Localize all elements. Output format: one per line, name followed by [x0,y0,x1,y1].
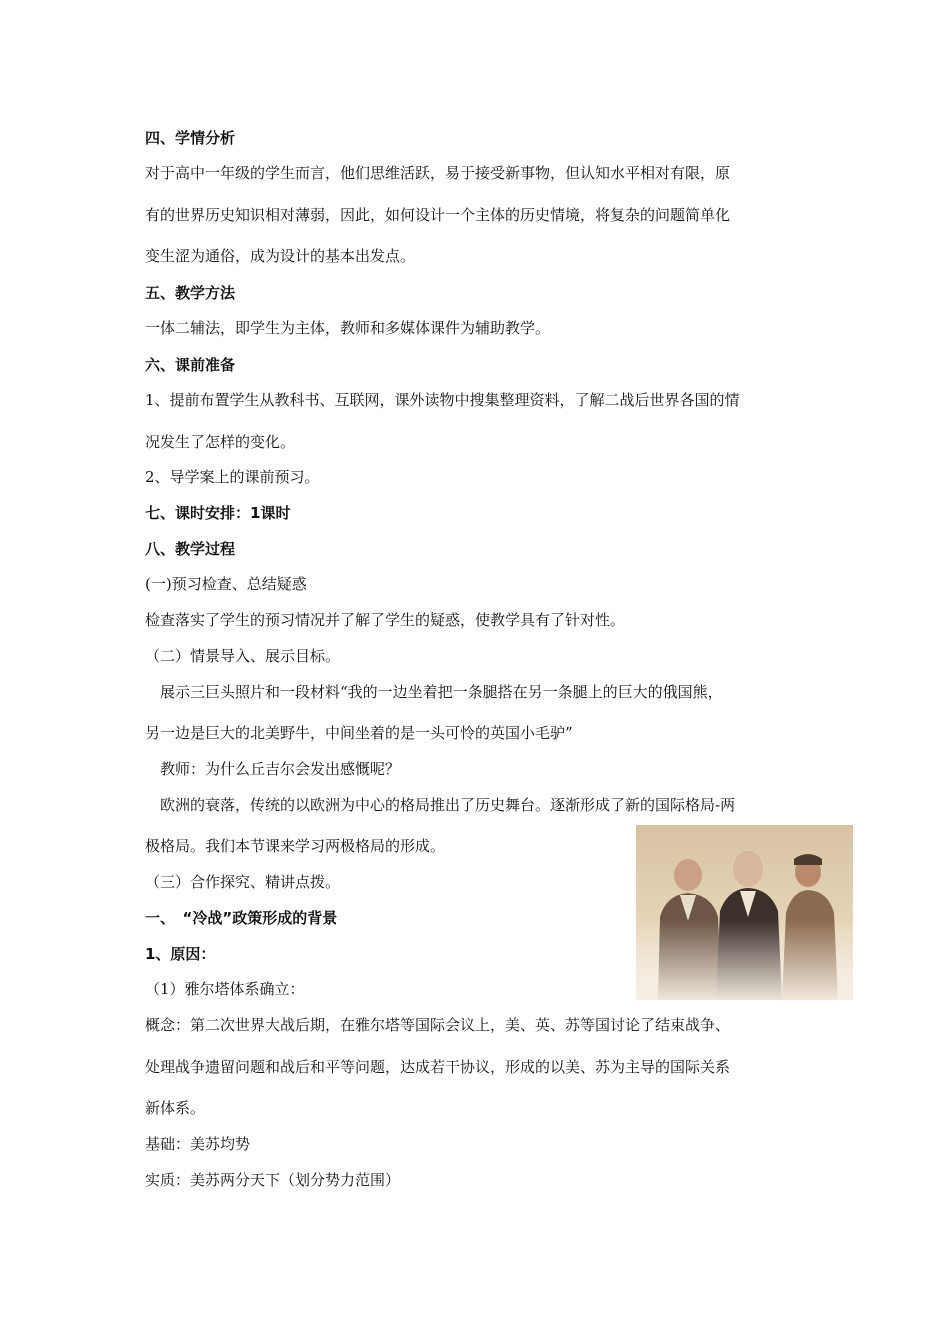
paragraph-line: （二）情景导入、展示目标。 [145,647,341,665]
paragraph-line: 一体二辅法，即学生为主体，教师和多媒体课件为辅助教学。 [145,319,551,337]
paragraph-line: 极格局。我们本节课来学习两极格局的形成。 [145,837,446,855]
paragraph-line: 检查落实了学生的预习情况并了解了学生的疑惑，使教学具有了针对性。 [145,611,626,629]
paragraph-line: 概念：第二次世界大战后期，在雅尔塔等国际会议上，美、英、苏等国讨论了结束战争、 [145,1016,731,1034]
paragraph-line: 欧洲的衰落，传统的以欧洲为中心的格局推出了历史舞台。逐渐形成了新的国际格局-两 [160,796,736,814]
paragraph-line: 新体系。 [145,1099,206,1117]
paragraph-line: 实质：美苏两分天下（划分势力范围） [145,1171,401,1189]
paragraph-line: （三）合作探究、精讲点拨。 [145,873,341,891]
big-three-photo [636,825,853,1000]
paragraph-line: 况发生了怎样的变化。 [145,433,296,451]
big-three-illustration [636,825,853,1000]
paragraph-line: 2、导学案上的课前预习。 [145,468,320,486]
paragraph-line: 1、提前布置学生从教科书、互联网，课外读物中搜集整理资料，了解二战后世界各国的情 [145,391,740,409]
heading-preparation: 六、课前准备 [145,356,236,374]
paragraph-line: 教师：为什么丘吉尔会发出感慨呢？ [160,760,401,778]
paragraph-line: 基础：美苏均势 [145,1135,251,1153]
paragraph-line: 变生涩为通俗，成为设计的基本出发点。 [145,247,416,265]
paragraph-line: 另一边是巨大的北美野牛，中间坐着的是一头可怜的英国小毛驴” [145,724,573,742]
paragraph-line: （1）雅尔塔体系确立： [145,980,305,998]
heading-student-analysis: 四、学情分析 [145,129,236,147]
heading-teaching-process: 八、教学过程 [145,540,236,558]
heading-teaching-method: 五、教学方法 [145,284,236,302]
heading-cold-war-background: 一、 “冷战”政策形成的背景 [145,909,338,927]
paragraph-line: 展示三巨头照片和一段材料“我的一边坐着把一条腿搭在另一条腿上的巨大的俄国熊， [160,683,723,701]
paragraph-line: 处理战争遗留问题和战后和平等问题，达成若干协议，形成的以美、苏为主导的国际关系 [145,1058,731,1076]
paragraph-line: (一)预习检查、总结疑惑 [145,575,307,593]
paragraph-line: 有的世界历史知识相对薄弱，因此，如何设计一个主体的历史情境，将复杂的问题简单化 [145,206,731,224]
paragraph-line: 对于高中一年级的学生而言，他们思维活跃，易于接受新事物，但认知水平相对有限，原 [145,164,731,182]
heading-causes: 1、原因： [145,945,216,963]
heading-schedule: 七、课时安排：1课时 [145,504,291,522]
